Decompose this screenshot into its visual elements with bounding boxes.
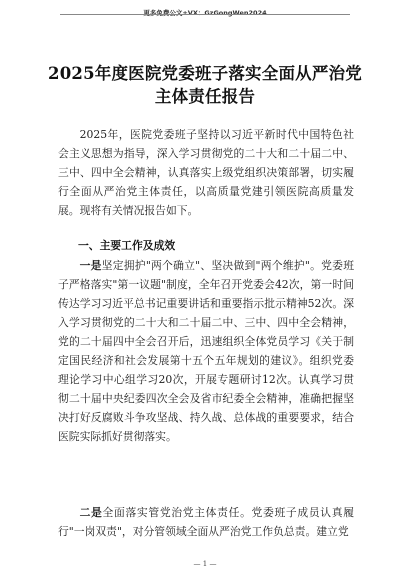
paragraph-second-point-body: 全面落实管党治党主体责任。党委班子成员认真履行"一岗双责"，对分管领域全面从严治党工作负总责。建立党 xyxy=(58,506,355,538)
header-divider xyxy=(60,14,350,15)
paragraph-second-point-text xyxy=(58,503,354,541)
paragraph-first-point-lead: 一是 xyxy=(79,259,102,272)
paragraph-first-point-text xyxy=(58,256,354,446)
intro-paragraph xyxy=(58,125,354,220)
section-heading-main-work: 一、主要工作及成效 xyxy=(78,239,176,252)
document-title: 2025年度医院党委班子落实全面从严治党主体责任报告 xyxy=(48,64,362,106)
page-number: — 1 — xyxy=(193,560,217,568)
paragraph-second-point-lead: 二是 xyxy=(79,506,103,519)
page-header xyxy=(0,0,410,22)
paragraph-first-point xyxy=(58,256,354,446)
intro-text: 2025年，医院党委班子坚持以习近平新时代中国特色社会主义思想为指导，深入学习贯彻党的二十大和二十届二中、三中、四中全会精神，认真落实上级党组织决策部署，切实履行全面从严治党主体责任，以高质量党建引领医院高质量发展。现将有关情况报告如下。 xyxy=(58,128,354,217)
paragraph-first-point-body: 坚定拥护"两个确立"、坚决做到"两个维护"。党委班子严格落实"第一议题"制度，全年召开党委会42次，第一时间传达学习习近平总书记重要讲话和重要指示批示精神52次。深入学习贯彻党的二十大和二十届二中、三中、四中全会精神，党的二十届四中全会召开后，迅速组织全体党员学习《关于制定国民经济和社会发展第十五个五年规划的建议》。组织党委理论学习中心组学习20次，开展专题研讨12次。认真学习贯彻二十届中央纪委四次全会及省市纪委全会精神，准确把握坚决打好反腐败斗争攻坚战、持久战、总体战的重要要求，结合医院实际抓好贯彻落实。 xyxy=(58,259,354,443)
header-watermark-text: 更多免费公文+VX：GzGongWen2024 xyxy=(143,9,267,17)
paragraph-second-point xyxy=(58,503,354,541)
